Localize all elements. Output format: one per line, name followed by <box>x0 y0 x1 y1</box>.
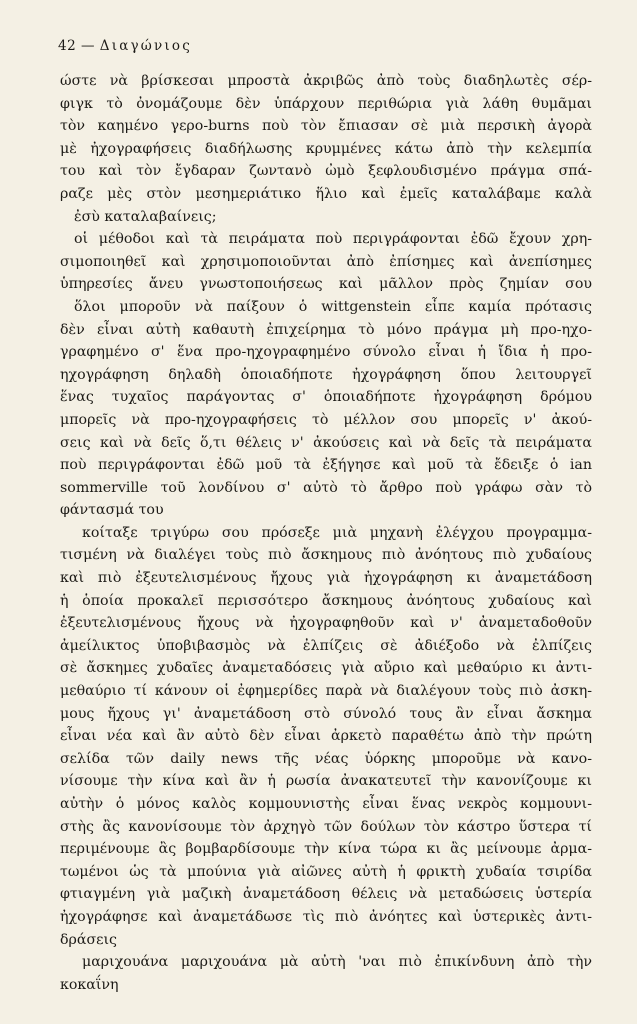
text-line: κοκαΐνη <box>60 976 119 993</box>
text-line: δράσεις <box>60 931 118 948</box>
text-line: οἱ μέθοδοι καὶ τὰ πειράματα ποὺ περιγράφονται ἐδῶ ἔχουν χρη- <box>74 231 592 248</box>
text-line: ἀμείλικτος ὑποβιβασμὸς νὰ ἐλπίζεις σὲ ἀδιέξοδο νὰ ἐλπίζεις <box>60 637 592 654</box>
text-line: του καὶ τὸν ἔγδαραν ζωντανὸ ὠμὸ ξεφλουδισμένο πράγμα σπά- <box>60 163 592 180</box>
text-line: τωμένοι ὡς τὰ μπούνια γιὰ αἰῶνες αὐτὴ ἡ φρικτὴ χυδαία τσιρίδα <box>60 863 592 880</box>
text-line: ὑπηρεσίες ἄνευ γνωστοποιήσεως καὶ μᾶλλον πρὸς ζημίαν σου <box>60 276 592 293</box>
text-line: ἠχογράφησε καὶ ἀναμετάδωσε τὶς πιὸ ἀνόητες καὶ ὑστερικὲς ἀντι- <box>60 908 592 925</box>
running-title: Διαγώνιος <box>99 38 193 54</box>
text-line: σεις καὶ νὰ δεῖς ὅ,τι θέλεις ν' ἀκούσεις καὶ νὰ δεῖς τὰ πειράματα <box>60 434 592 451</box>
text-line: νίσουμε τὴν κίνα καὶ ἂν ἡ ρωσία ἀνακατευτεῖ τὴν κανονίζουμε κι <box>60 773 592 790</box>
text-line: κοίταξε τριγύρω σου πρόσεξε μιὰ μηχανὴ ἐλέγχου προγραμμα- <box>82 524 592 541</box>
text-line: φάντασμά του <box>60 502 164 519</box>
text-line: καὶ πιὸ ἐξευτελισμένους ἤχους γιὰ ἠχογράφηση κι ἀναμετάδοση <box>60 570 592 587</box>
text-line: ἐξευτελισμένους ἤχους νὰ ἠχογραφηθοῦν καὶ ν' ἀναμεταδοθοῦν <box>60 615 592 632</box>
text-line: στὴς ἂς κανονίσουμε τὸν ἀρχηγὸ τῶν δούλων τὸν κάστρο ὕστερα τί <box>60 818 592 835</box>
text-line: γραφημένο σ' ἕνα προ-ηχογραφημένο σύνολο εἶναι ἡ ἴδια ἡ προ- <box>60 344 592 361</box>
text-line: σὲ ἄσκημες χυδαῖες ἀναμεταδόσεις γιὰ αὔριο καὶ μεθαύριο κι ἀντι- <box>60 660 592 677</box>
page-number: 42 <box>58 38 77 54</box>
text-line: μὲ ἠχογραφήσεις διαδήλωσης κρυμμένες κάτω ἀπὸ τὴν κελεμπία <box>60 140 592 157</box>
header-dash: — <box>80 38 95 54</box>
text-line: μαριχουάνα μαριχουάνα μὰ αὐτὴ 'ναι πιὸ ἐπικίνδυνη ἀπὸ τὴν <box>82 954 592 971</box>
text-line: φτιαγμένη γιὰ μαζικὴ ἀναμετάδοση θέλεις νὰ μεταδώσεις ὑστερία <box>60 886 592 903</box>
text-line: φιγκ τὸ ὀνομάζουμε δὲν ὑπάρχουν περιθώρια γιὰ λάθη θυμᾶμαι <box>60 95 592 112</box>
body-text <box>60 70 592 996</box>
running-header <box>58 38 192 54</box>
text-line: ἕνας τυχαῖος παράγοντας σ' ὁποιαδήποτε ἠχογράφηση δρόμου <box>60 389 592 406</box>
text-line: τὸν καημένο γερο-burns ποὺ τὸν ἔπιασαν σὲ μιὰ περσικὴ ἀγορὰ <box>60 118 592 135</box>
text-line: σελίδα τῶν daily news τῆς νέας ὑόρκης μποροῦμε νὰ κανο- <box>60 750 592 767</box>
text-line: ώστε νὰ βρίσκεσαι μπροστὰ ἀκριβῶς ἀπὸ τοὺς διαδηλωτὲς σέρ- <box>60 73 592 89</box>
text-line: αὐτὴν ὁ μόνος καλὸς κομμουνιστὴς εἶναι ἕνας νεκρὸς κομμουνι- <box>60 796 592 812</box>
text-line: ὅλοι μποροῦν νὰ παίξουν ὁ wittgenstein εἶπε καμία πρότασις <box>74 298 592 315</box>
text-line: ραζε μὲς στὸν μεσημεριάτικο ἥλιο καὶ ἐμεῖς καταλάβαμε καλὰ <box>60 185 592 202</box>
text-line: ηχογράφηση δηλαδὴ ὁποιαδήποτε ἠχογράφηση ὅπου λειτουργεῖ <box>60 366 592 383</box>
text-line: ἐσὺ καταλαβαίνεις; <box>74 208 217 225</box>
text-line: μεθαύριο τί κάνουν οἱ ἐφημερίδες παρὰ νὰ διαλέγουν τοὺς πιὸ ἀσκη- <box>60 683 592 700</box>
text-line: μπορεῖς νὰ προ-ηχογραφήσεις τὸ μέλλον σου μπορεῖς ν' ἀκού- <box>60 411 592 428</box>
text-line: ποὺ περιγράφονται ἐδῶ μοῦ τὰ ἐξήγησε καὶ μοῦ τὰ ἔδειξε ὁ ian <box>60 457 592 474</box>
text-line: ἡ ὁποία προκαλεῖ περισσότερο ἄσκημους ἀνόητους χυδαίους καὶ <box>60 592 592 609</box>
text-line: μους ἤχους γι' ἀναμετάδοση στὸ σύνολό τους ἂν εἶναι ἄσκημα <box>60 705 592 722</box>
text-line: περιμένουμε ἂς βομβαρδίσουμε τὴν κίνα τώρα κι ἂς μείνουμε ἀρμα- <box>60 841 592 858</box>
text-line: εἶναι νέα καὶ ἂν αὐτὸ δὲν εἶναι ἀρκετὸ παραθέτω ἀπὸ τὴν πρώτη <box>60 728 592 745</box>
text-line: δὲν εἶναι αὐτὴ καθαυτὴ ἐπιχείρημα τὸ μόνο πράγμα μὴ προ-ηχο- <box>60 321 592 338</box>
text-line: τισμένη νὰ διαλέγει τοὺς πιὸ ἄσκημους πιὸ ἀνόητους πιὸ χυδαίους <box>60 547 592 564</box>
text-line: sommerville τοῦ λονδίνου σ' αὐτὸ τὸ ἄρθρο ποὺ γράφω σὰν τὸ <box>60 479 592 496</box>
text-line: σιμοποιηθεῖ καὶ χρησιμοποιοῦνται ἀπὸ ἐπίσημες καὶ ἀνεπίσημες <box>60 253 592 270</box>
